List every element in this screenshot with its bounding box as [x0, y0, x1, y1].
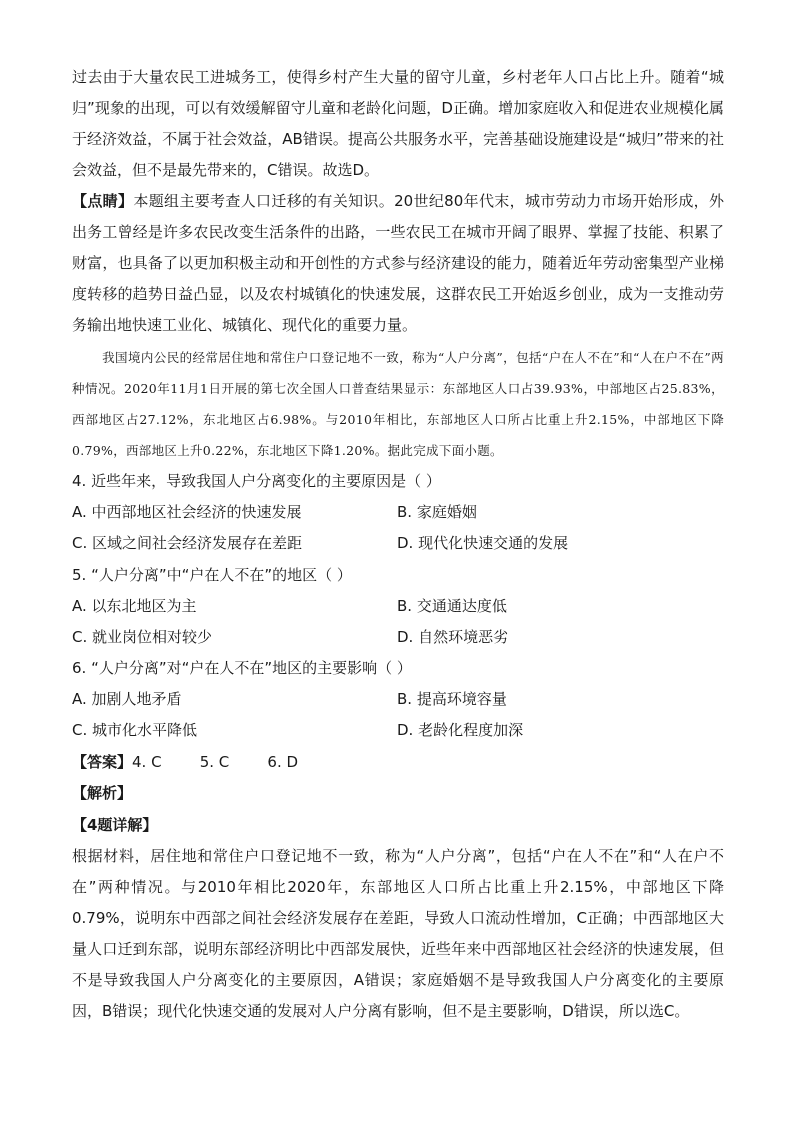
question-4-option-a: A. 中西部地区社会经济的快速发展 — [72, 503, 302, 521]
question-6-option-b: B. 提高环境容量 — [397, 690, 507, 708]
analysis-label: 【解析】 — [72, 784, 133, 802]
question-5-option-a: A. 以东北地区为主 — [72, 597, 197, 615]
question-6-option-a: A. 加剧人地矛盾 — [72, 690, 182, 708]
detail-label: 【4题详解】 — [72, 816, 158, 834]
question-4-option-b: B. 家庭婚姻 — [397, 503, 477, 521]
detail-paragraph: 根据材料，居住地和常住户口登记地不一致，称为“人户分离”，包括“户在人不在”和“人在户不在”两种情况。与2010年相比2020年，东部地区人口所占比重上升2.15%，中部地区下降0.79%，说明东中西部之间社会经济发展存在差距，导致人口流动性增加，C正确；中西部地区大量人口迁到东部，说明东部经济明比中西部发展快，近些年来中西部地区社会经济的快速发展，但不是导致我国人户分离变化的主要原因，A错误；家庭婚姻不是导致我国人户分离变化的主要原因，B错误；现代化快速交通的发展对人户分离有影响，但不是主要影响，D错误，所以选C。 — [72, 847, 724, 1020]
answer-line — [72, 747, 298, 778]
comment-label: 【点睛】 — [72, 192, 134, 210]
question-4-option-c: C. 区域之间社会经济发展存在差距 — [72, 534, 303, 552]
comment-paragraph — [72, 186, 724, 341]
question-4-stem: 4. 近些年来，导致我国人户分离变化的主要原因是（ ） — [72, 472, 441, 490]
question-6-option-c: C. 城市化水平降低 — [72, 721, 198, 739]
answer-label: 【答案】 — [72, 753, 133, 771]
question-5-option-b: B. 交通通达度低 — [397, 597, 507, 615]
question-5-option-d: D. 自然环境恶劣 — [397, 628, 509, 646]
question-6-option-d: D. 老龄化程度加深 — [397, 721, 524, 739]
answer-text: 4. C 5. C 6. D — [132, 753, 299, 771]
question-5-option-c: C. 就业岗位相对较少 — [72, 628, 213, 646]
reading-passage — [72, 342, 724, 466]
passage-text: 我国境内公民的经常居住地和常住户口登记地不一致，称为“人户分离”，包括“户在人不在”和“人在户不在”两种情况。2020年11月1日开展的第七次全国人口普查结果显示：东部地区人口占39.93%，中部地区占25.83%，西部地区占27.12%，东北地区占6.98%。与2010年相比，东部地区人口所占比重上升2.15%，中部地区下降0.79%，西部地区上升0.22%，东北地区下降1.20%。据此完成下面小题。 — [72, 350, 724, 458]
question-4-option-d: D. 现代化快速交通的发展 — [397, 534, 569, 552]
comment-text: 本题组主要考查人口迁移的有关知识。20世纪80年代末，城市劳动力市场开始形成，外出务工曾经是许多农民改变生活条件的出路，一些农民工在城市开阔了眼界、掌握了技能、积累了财富，也具备了以更加积极主动和开创性的方式参与经济建设的能力，随着近年劳动密集型产业梯度转移的趋势日益凸显，以及农村城镇化的快速发展，这群农民工开始返乡创业，成为一支推动劳务输出地快速工业化、城镇化、现代化的重要力量。 — [72, 192, 724, 334]
intro-paragraph: 过去由于大量农民工进城务工，使得乡村产生大量的留守儿童，乡村老年人口占比上升。随着“城归”现象的出现，可以有效缓解留守儿童和老龄化问题，D正确。增加家庭收入和促进农业规模化属于经济效益，不属于社会效益，AB错误。提高公共服务水平，完善基础设施建设是“城归”带来的社会效益，但不是最先带来的，C错误。故选D。 — [72, 68, 724, 179]
question-6-stem: 6. “人户分离”对“户在人不在”地区的主要影响（ ） — [72, 659, 412, 677]
question-5-stem: 5. “人户分离”中“户在人不在”的地区（ ） — [72, 566, 352, 584]
